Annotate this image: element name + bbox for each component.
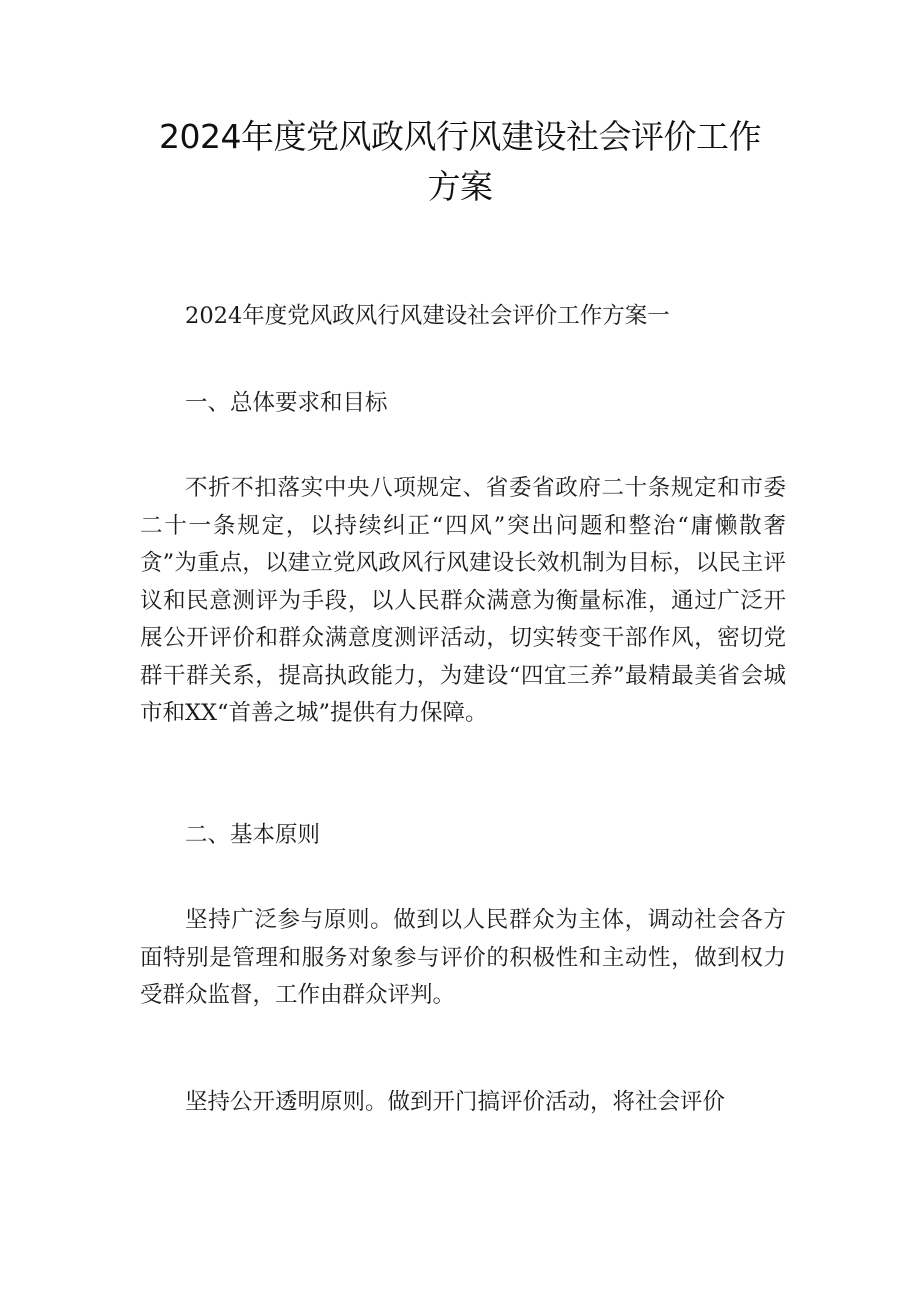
- principle-paragraph-2: 坚持公开透明原则。做到开门搞评价活动，将社会评价: [185, 1089, 726, 1115]
- title-line-1: 2024年度党风政风行风建设社会评价工作: [159, 117, 761, 156]
- document-title: [0, 112, 920, 212]
- document-subtitle: 2024年度党风政风行风建设社会评价工作方案一: [185, 303, 670, 329]
- section-1-paragraph: 不折不扣落实中央八项规定、省委省政府二十条规定和市委二十一条规定，以持续纠正“四风”突出问题和整治“庸懒散奢贪”为重点，以建立党风政风行风建设长效机制为目标，以民主评议和民意测评为手段，以人民群众满意为衡量标准，通过广泛开展公开评价和群众满意度测评活动，切实转变干部作风，密切党群干群关系，提高执政能力，为建设“四宜三养”最精最美省会城市和XX“首善之城”提供有力保障。: [140, 475, 786, 726]
- title-line-2: 方案: [427, 167, 493, 206]
- section-heading-1: 一、总体要求和目标: [185, 390, 388, 416]
- section-heading-2: 二、基本原则: [185, 822, 321, 848]
- principle-paragraph-1: 坚持广泛参与原则。做到以人民群众为主体，调动社会各方面特别是管理和服务对象参与评价的积极性和主动性，做到权力受群众监督，工作由群众评判。: [140, 907, 786, 1008]
